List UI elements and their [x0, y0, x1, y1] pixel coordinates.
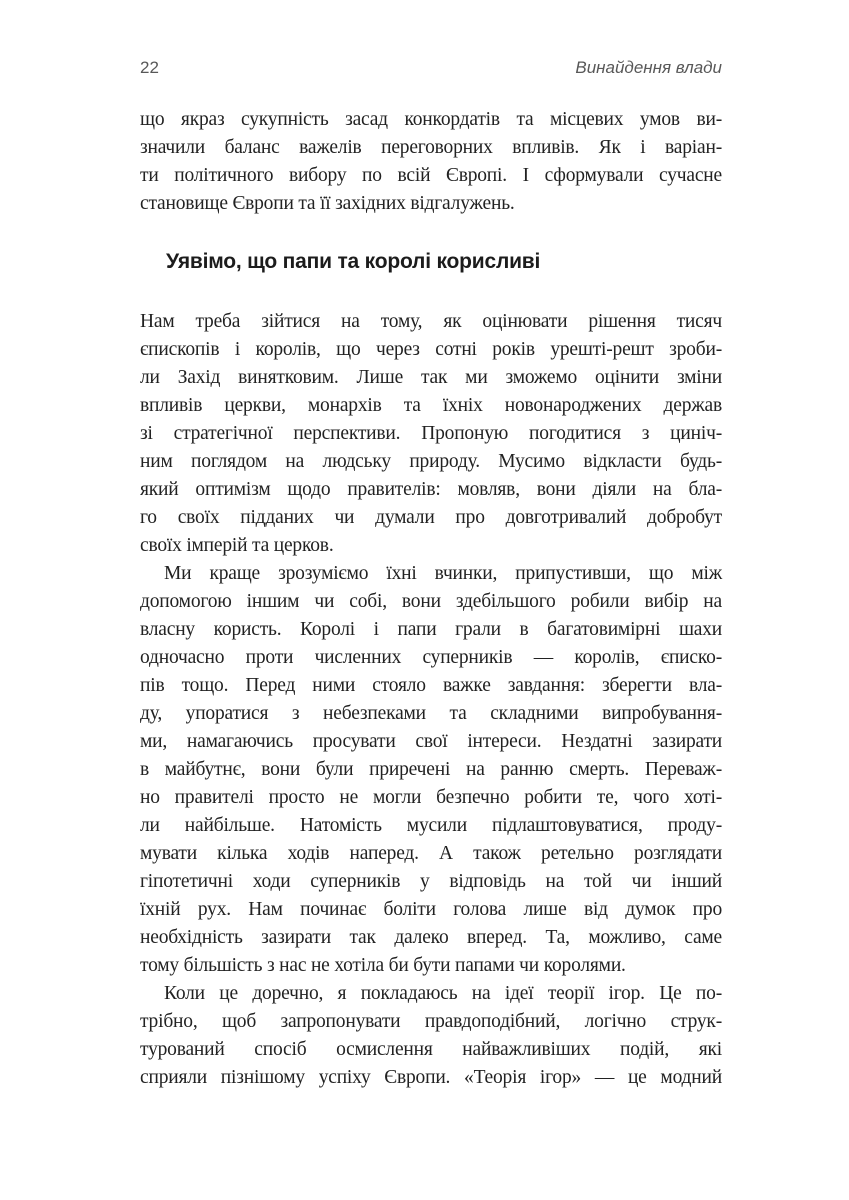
text-line: гіпотетичні ходи суперників у відповідь на той чи інший — [140, 871, 722, 892]
text-line: Коли це доречно, я покладаюсь на ідеї теорії ігор. Це по- — [164, 983, 722, 1004]
text-line: своїх імперій та церков. — [140, 535, 334, 556]
text-line: Ми краще зрозуміємо їхні вчинки, припустивши, що між — [164, 563, 722, 584]
text-line: но правителі просто не могли безпечно робити те, чого хоті- — [140, 787, 722, 808]
text-line: го своїх підданих чи думали про довготривалий добробут — [140, 507, 722, 528]
text-line: одночасно проти численних суперників — королів, єписко- — [140, 647, 722, 668]
text-line: ли Захід винятковим. Лише так ми зможемо оцінити зміни — [140, 367, 722, 388]
text-line: трібно, щоб запропонувати правдоподібний, логічно струк- — [140, 1011, 722, 1032]
text-line: який оптимізм щодо правителів: мовляв, вони діяли на бла- — [140, 479, 722, 500]
text-line: сприяли пізнішому успіху Європи. «Теорія ігор» — це модний — [140, 1067, 722, 1088]
section-heading: Уявімо, що папи та королі корисливі — [166, 250, 541, 273]
paragraph — [140, 560, 722, 980]
text-line: турований спосіб осмислення найважливіших подій, які — [140, 1039, 722, 1060]
text-line: що якраз сукупність засад конкордатів та місцевих умов ви- — [140, 109, 722, 130]
text-line: власну користь. Королі і папи грали в багатовимірні шахи — [140, 619, 722, 640]
paragraph — [140, 980, 722, 1092]
paragraph — [140, 106, 722, 218]
page-header — [140, 58, 722, 78]
text-line: значили баланс важелів переговорних впливів. Як і варіан- — [140, 137, 722, 158]
running-title: Винайдення влади — [575, 58, 722, 77]
text-line: пів тощо. Перед ними стояло важке завдання: зберегти вла- — [140, 675, 722, 696]
text-line: єпископів і королів, що через сотні років урешті-решт зроби- — [140, 339, 722, 360]
text-line: ли найбільше. Натомість мусили підлаштовуватися, проду- — [140, 815, 722, 836]
text-line: ду, упоратися з небезпеками та складними випробування- — [140, 703, 722, 724]
page-number: 22 — [140, 58, 159, 77]
text-line: їхній рух. Нам починає боліти голова лише від думок про — [140, 899, 722, 920]
text-line: впливів церкви, монархів та їхніх новонароджених держав — [140, 395, 722, 416]
paragraph — [140, 308, 722, 560]
text-line: в майбутнє, вони були приречені на ранню смерть. Переваж- — [140, 759, 722, 780]
text-line: мувати кілька ходів наперед. А також ретельно розглядати — [140, 843, 722, 864]
text-line: ти політичного вибору по всій Європі. І сформували сучасне — [140, 165, 722, 186]
text-line: тому більшість з нас не хотіла би бути папами чи королями. — [140, 955, 626, 976]
text-line: допомогою іншим чи собі, вони здебільшого робили вибір на — [140, 591, 722, 612]
text-line: зі стратегічної перспективи. Пропоную погодитися з циніч- — [140, 423, 722, 444]
text-line: ми, намагаючись просувати свої інтереси. Нездатні зазирати — [140, 731, 722, 752]
text-line: становище Європи та її західних відгалужень. — [140, 193, 515, 214]
text-line: Нам треба зійтися на тому, як оцінювати рішення тисяч — [140, 311, 722, 332]
text-line: необхідність зазирати так далеко вперед. Та, можливо, саме — [140, 927, 722, 948]
page-body — [140, 106, 722, 1092]
text-line: ним поглядом на людську природу. Мусимо відкласти будь- — [140, 451, 722, 472]
